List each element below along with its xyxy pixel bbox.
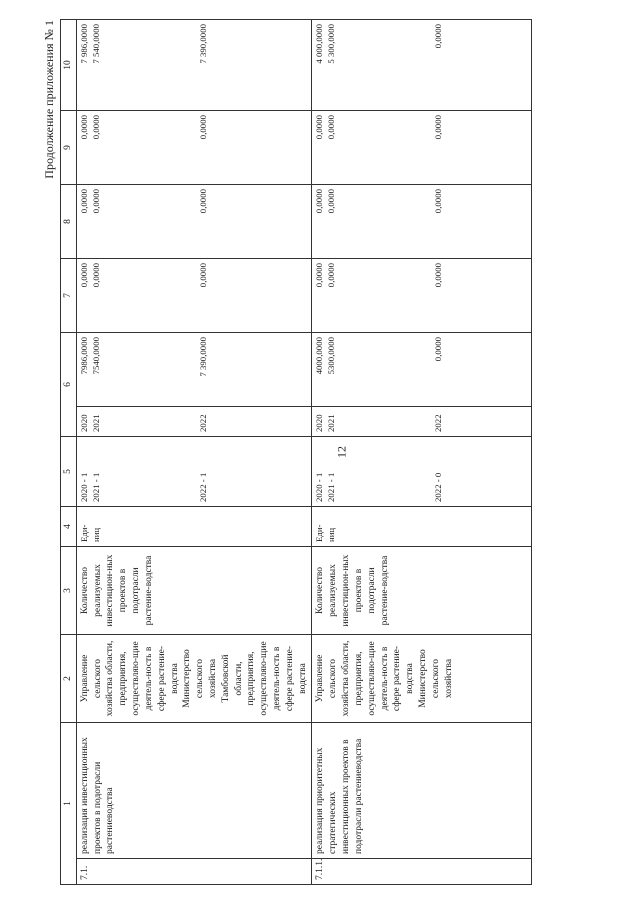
col9-values: 0,0000 0,0000 0,0000 [312, 111, 532, 185]
table-row [312, 20, 532, 885]
col-num-7: 7 [61, 259, 77, 333]
event-name: реализация инвестиционных проектов в подотрасли растениеводства [76, 723, 312, 859]
col6-values: 4000,0000 5300,0000 0,0000 [312, 333, 532, 407]
unit: Еди-ниц [312, 507, 532, 547]
col-num-2: 2 [61, 635, 77, 723]
executors: Управление сельского хозяйства области, предприятия, осуществляю-щие деятель-ность в сфере растение-водства Министерство сельского хозяйства Тамбовской области, предприятия, осуществляю-щие деятель-ность в сфере растение-водства [76, 635, 312, 723]
row-id: 7.1.1. [312, 859, 532, 885]
row-id: 7.1. [76, 859, 312, 885]
column-number-row [61, 20, 77, 885]
executors: Управление сельского хозяйства области, предприятия, осуществляю-щие деятель-ность в сфере растение-водства Министерство сельского хозяйства [312, 635, 532, 723]
col-num-4: 4 [61, 507, 77, 547]
page-number-text: 12 [334, 446, 349, 458]
indicator-name: Количество реализуемых инвестицион-ных проектов в подотрасли растение-водства [312, 547, 532, 635]
col-num-1: 1 [61, 723, 77, 885]
col-num-9: 9 [61, 111, 77, 185]
col-num-5: 5 [61, 437, 77, 507]
col10-values: 4 000,0000 5 300,0000 0,0000 [312, 20, 532, 111]
indicator-values: 2020 - 1 2021 - 1 2022 - 1 [76, 437, 312, 507]
col-num-8: 8 [61, 185, 77, 259]
col7-values: 0,0000 0,0000 0,0000 [76, 259, 312, 333]
col-num-3: 3 [61, 547, 77, 635]
years: 2020 2021 2022 [312, 407, 532, 437]
program-table [60, 19, 532, 885]
col7-values: 0,0000 0,0000 0,0000 [312, 259, 532, 333]
indicator-name: Количество реализуемых инвестицион-ных проектов в подотрасли растение-водства [76, 547, 312, 635]
col8-values: 0,0000 0,0000 0,0000 [312, 185, 532, 259]
years: 2020 2021 2022 [76, 407, 312, 437]
indicator-values: 2020 - 1 2021 - 1 2022 - 0 [312, 437, 532, 507]
col-num-6: 6 [61, 333, 77, 437]
col8-values: 0,0000 0,0000 0,0000 [76, 185, 312, 259]
table-row [76, 20, 312, 885]
col-num-10: 10 [61, 20, 77, 111]
unit: Еди-ниц [76, 507, 312, 547]
event-name: реализация приоритетных стратегических инвестиционных проектов в подотрасли растениеводства [312, 723, 532, 859]
col6-values: 7986,0000 7540,0000 7 390,0000 [76, 333, 312, 407]
appendix-caption: Продолжение приложения № 1 [42, 20, 56, 179]
col10-values: 7 986,0000 7 540,0000 7 390,0000 [76, 20, 312, 111]
col9-values: 0,0000 0,0000 0,0000 [76, 111, 312, 185]
